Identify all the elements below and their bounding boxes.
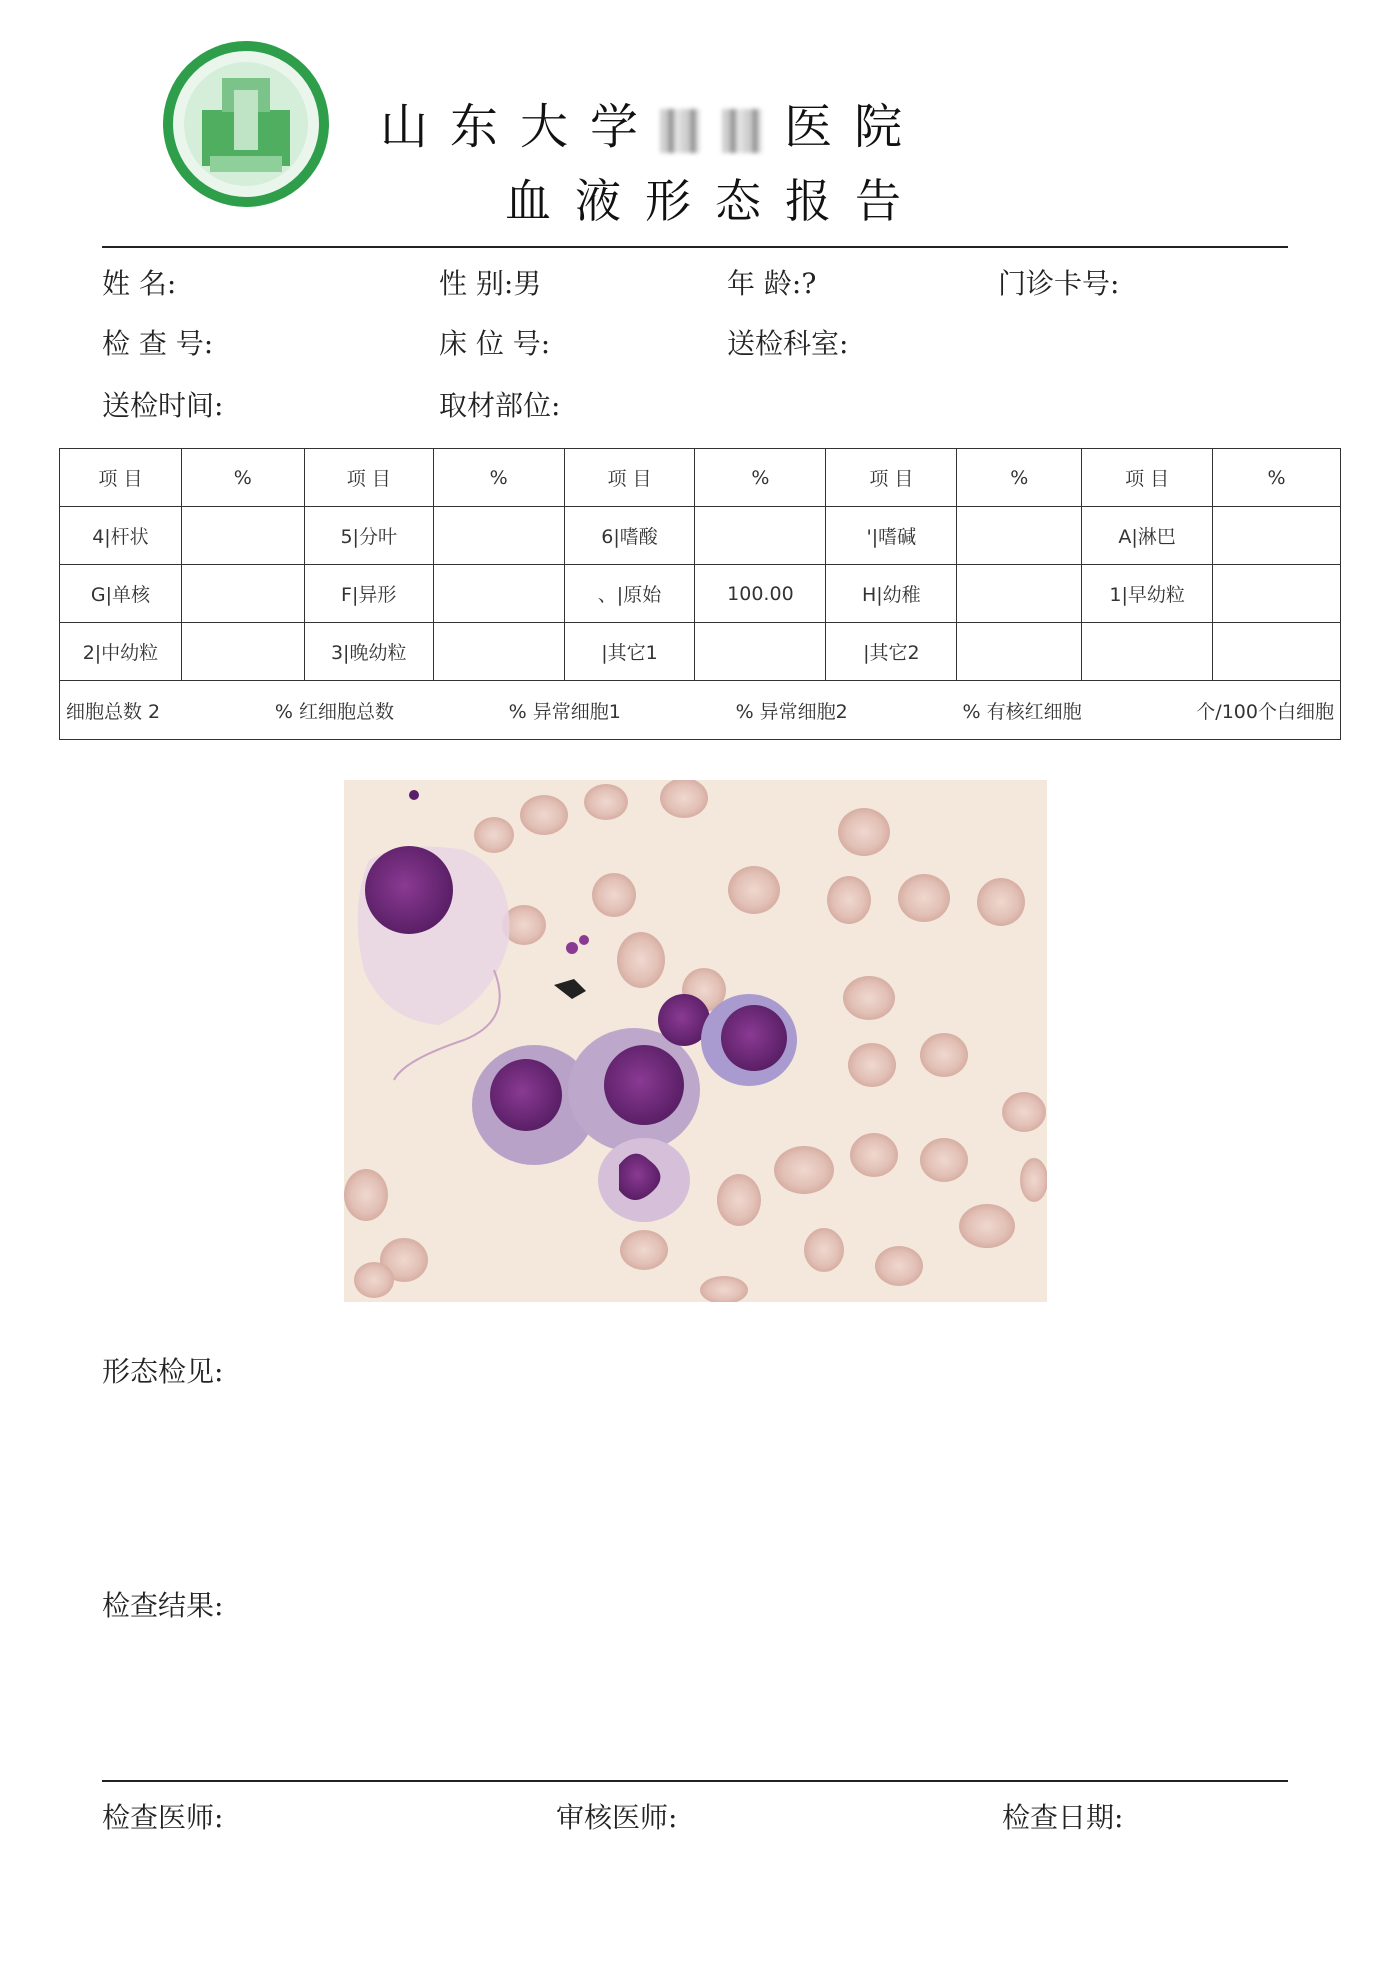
title-char: 大 bbox=[520, 99, 591, 155]
header-cell: % bbox=[957, 449, 1082, 507]
header-cell: 项 目 bbox=[1082, 449, 1213, 507]
table-cell: 1|早幼粒 bbox=[1082, 565, 1213, 623]
table-cell: F|异形 bbox=[304, 565, 433, 623]
report-title: 血液形态报告 bbox=[505, 174, 925, 228]
table-cell bbox=[957, 507, 1082, 565]
title-char: 学 bbox=[590, 99, 661, 155]
hospital-logo bbox=[160, 38, 332, 210]
redacted-text bbox=[722, 109, 762, 153]
bed-label: 床 位 号: bbox=[439, 327, 551, 360]
table-cell: A|淋巴 bbox=[1082, 507, 1213, 565]
header-divider bbox=[102, 246, 1288, 248]
summary-unit: 个/100个白细胞 bbox=[1196, 700, 1334, 723]
result-label: 检查结果: bbox=[102, 1589, 224, 1622]
summary-abnormal-1: % 异常细胞1 bbox=[508, 700, 621, 723]
age-value: ? bbox=[801, 267, 817, 300]
title-char: 医 bbox=[784, 99, 855, 155]
summary-abnormal-2: % 异常细胞2 bbox=[735, 700, 848, 723]
table-cell: 2|中幼粒 bbox=[60, 623, 182, 681]
age-field bbox=[727, 262, 816, 302]
sex-field bbox=[439, 262, 541, 302]
header-cell: % bbox=[695, 449, 826, 507]
title-char: 山 bbox=[380, 99, 451, 155]
table-header-row bbox=[60, 449, 1341, 507]
sex-value: 男 bbox=[513, 267, 542, 300]
table-cell: '|嗜碱 bbox=[826, 507, 957, 565]
summary-nrbc: % 有核红细胞 bbox=[962, 700, 1082, 723]
table-cell bbox=[1213, 507, 1341, 565]
table-cell bbox=[433, 565, 564, 623]
header-cell: 项 目 bbox=[304, 449, 433, 507]
header-cell: 项 目 bbox=[564, 449, 695, 507]
exam-no-label: 检 查 号: bbox=[102, 327, 214, 360]
blood-smear-micrograph bbox=[344, 780, 1047, 1302]
table-cell: |其它2 bbox=[826, 623, 957, 681]
summary-cell bbox=[60, 681, 1341, 740]
redacted-text bbox=[660, 109, 700, 153]
table-cell bbox=[181, 565, 304, 623]
header-cell: 项 目 bbox=[60, 449, 182, 507]
table-cell: 6|嗜酸 bbox=[564, 507, 695, 565]
header-cell: % bbox=[1213, 449, 1341, 507]
name-label: 姓 名: bbox=[102, 267, 177, 300]
table-row bbox=[60, 565, 1341, 623]
hospital-name bbox=[380, 88, 1020, 157]
card-label: 门诊卡号: bbox=[998, 267, 1120, 300]
table-row bbox=[60, 623, 1341, 681]
sex-label: 性 别: bbox=[439, 267, 514, 300]
table-cell: 5|分叶 bbox=[304, 507, 433, 565]
doctor-label: 检查医师: bbox=[102, 1801, 224, 1834]
table-cell bbox=[957, 565, 1082, 623]
table-cell: |其它1 bbox=[564, 623, 695, 681]
header-cell: 项 目 bbox=[826, 449, 957, 507]
table-cell bbox=[433, 507, 564, 565]
table-cell bbox=[957, 623, 1082, 681]
table-cell bbox=[181, 623, 304, 681]
morphology-label: 形态检见: bbox=[102, 1355, 224, 1388]
title-char: 院 bbox=[854, 99, 925, 155]
footer-divider bbox=[102, 1780, 1288, 1782]
age-label: 年 龄: bbox=[727, 267, 802, 300]
dept-label: 送检科室: bbox=[727, 327, 849, 360]
table-cell: H|幼稚 bbox=[826, 565, 957, 623]
header-cell: % bbox=[433, 449, 564, 507]
title-char: 东 bbox=[450, 99, 521, 155]
table-cell: 4|杆状 bbox=[60, 507, 182, 565]
reviewer-label: 审核医师: bbox=[556, 1801, 678, 1834]
table-cell bbox=[181, 507, 304, 565]
table-cell bbox=[695, 507, 826, 565]
table-summary-row bbox=[60, 681, 1341, 740]
table-cell bbox=[433, 623, 564, 681]
table-cell bbox=[1082, 623, 1213, 681]
summary-total-cells: 细胞总数 2 bbox=[66, 700, 161, 723]
table-cell bbox=[1213, 623, 1341, 681]
summary-rbc-total: % 红细胞总数 bbox=[274, 700, 394, 723]
table-cell: 100.00 bbox=[695, 565, 826, 623]
cell-count-table bbox=[59, 448, 1341, 740]
table-cell bbox=[1213, 565, 1341, 623]
table-row bbox=[60, 507, 1341, 565]
summary-items bbox=[66, 697, 1334, 724]
table-cell: 3|晚幼粒 bbox=[304, 623, 433, 681]
table-cell: 、|原始 bbox=[564, 565, 695, 623]
date-label: 检查日期: bbox=[1002, 1801, 1124, 1834]
header-cell: % bbox=[181, 449, 304, 507]
table-cell bbox=[695, 623, 826, 681]
table-cell: G|单核 bbox=[60, 565, 182, 623]
time-label: 送检时间: bbox=[102, 389, 224, 422]
site-label: 取材部位: bbox=[439, 389, 561, 422]
